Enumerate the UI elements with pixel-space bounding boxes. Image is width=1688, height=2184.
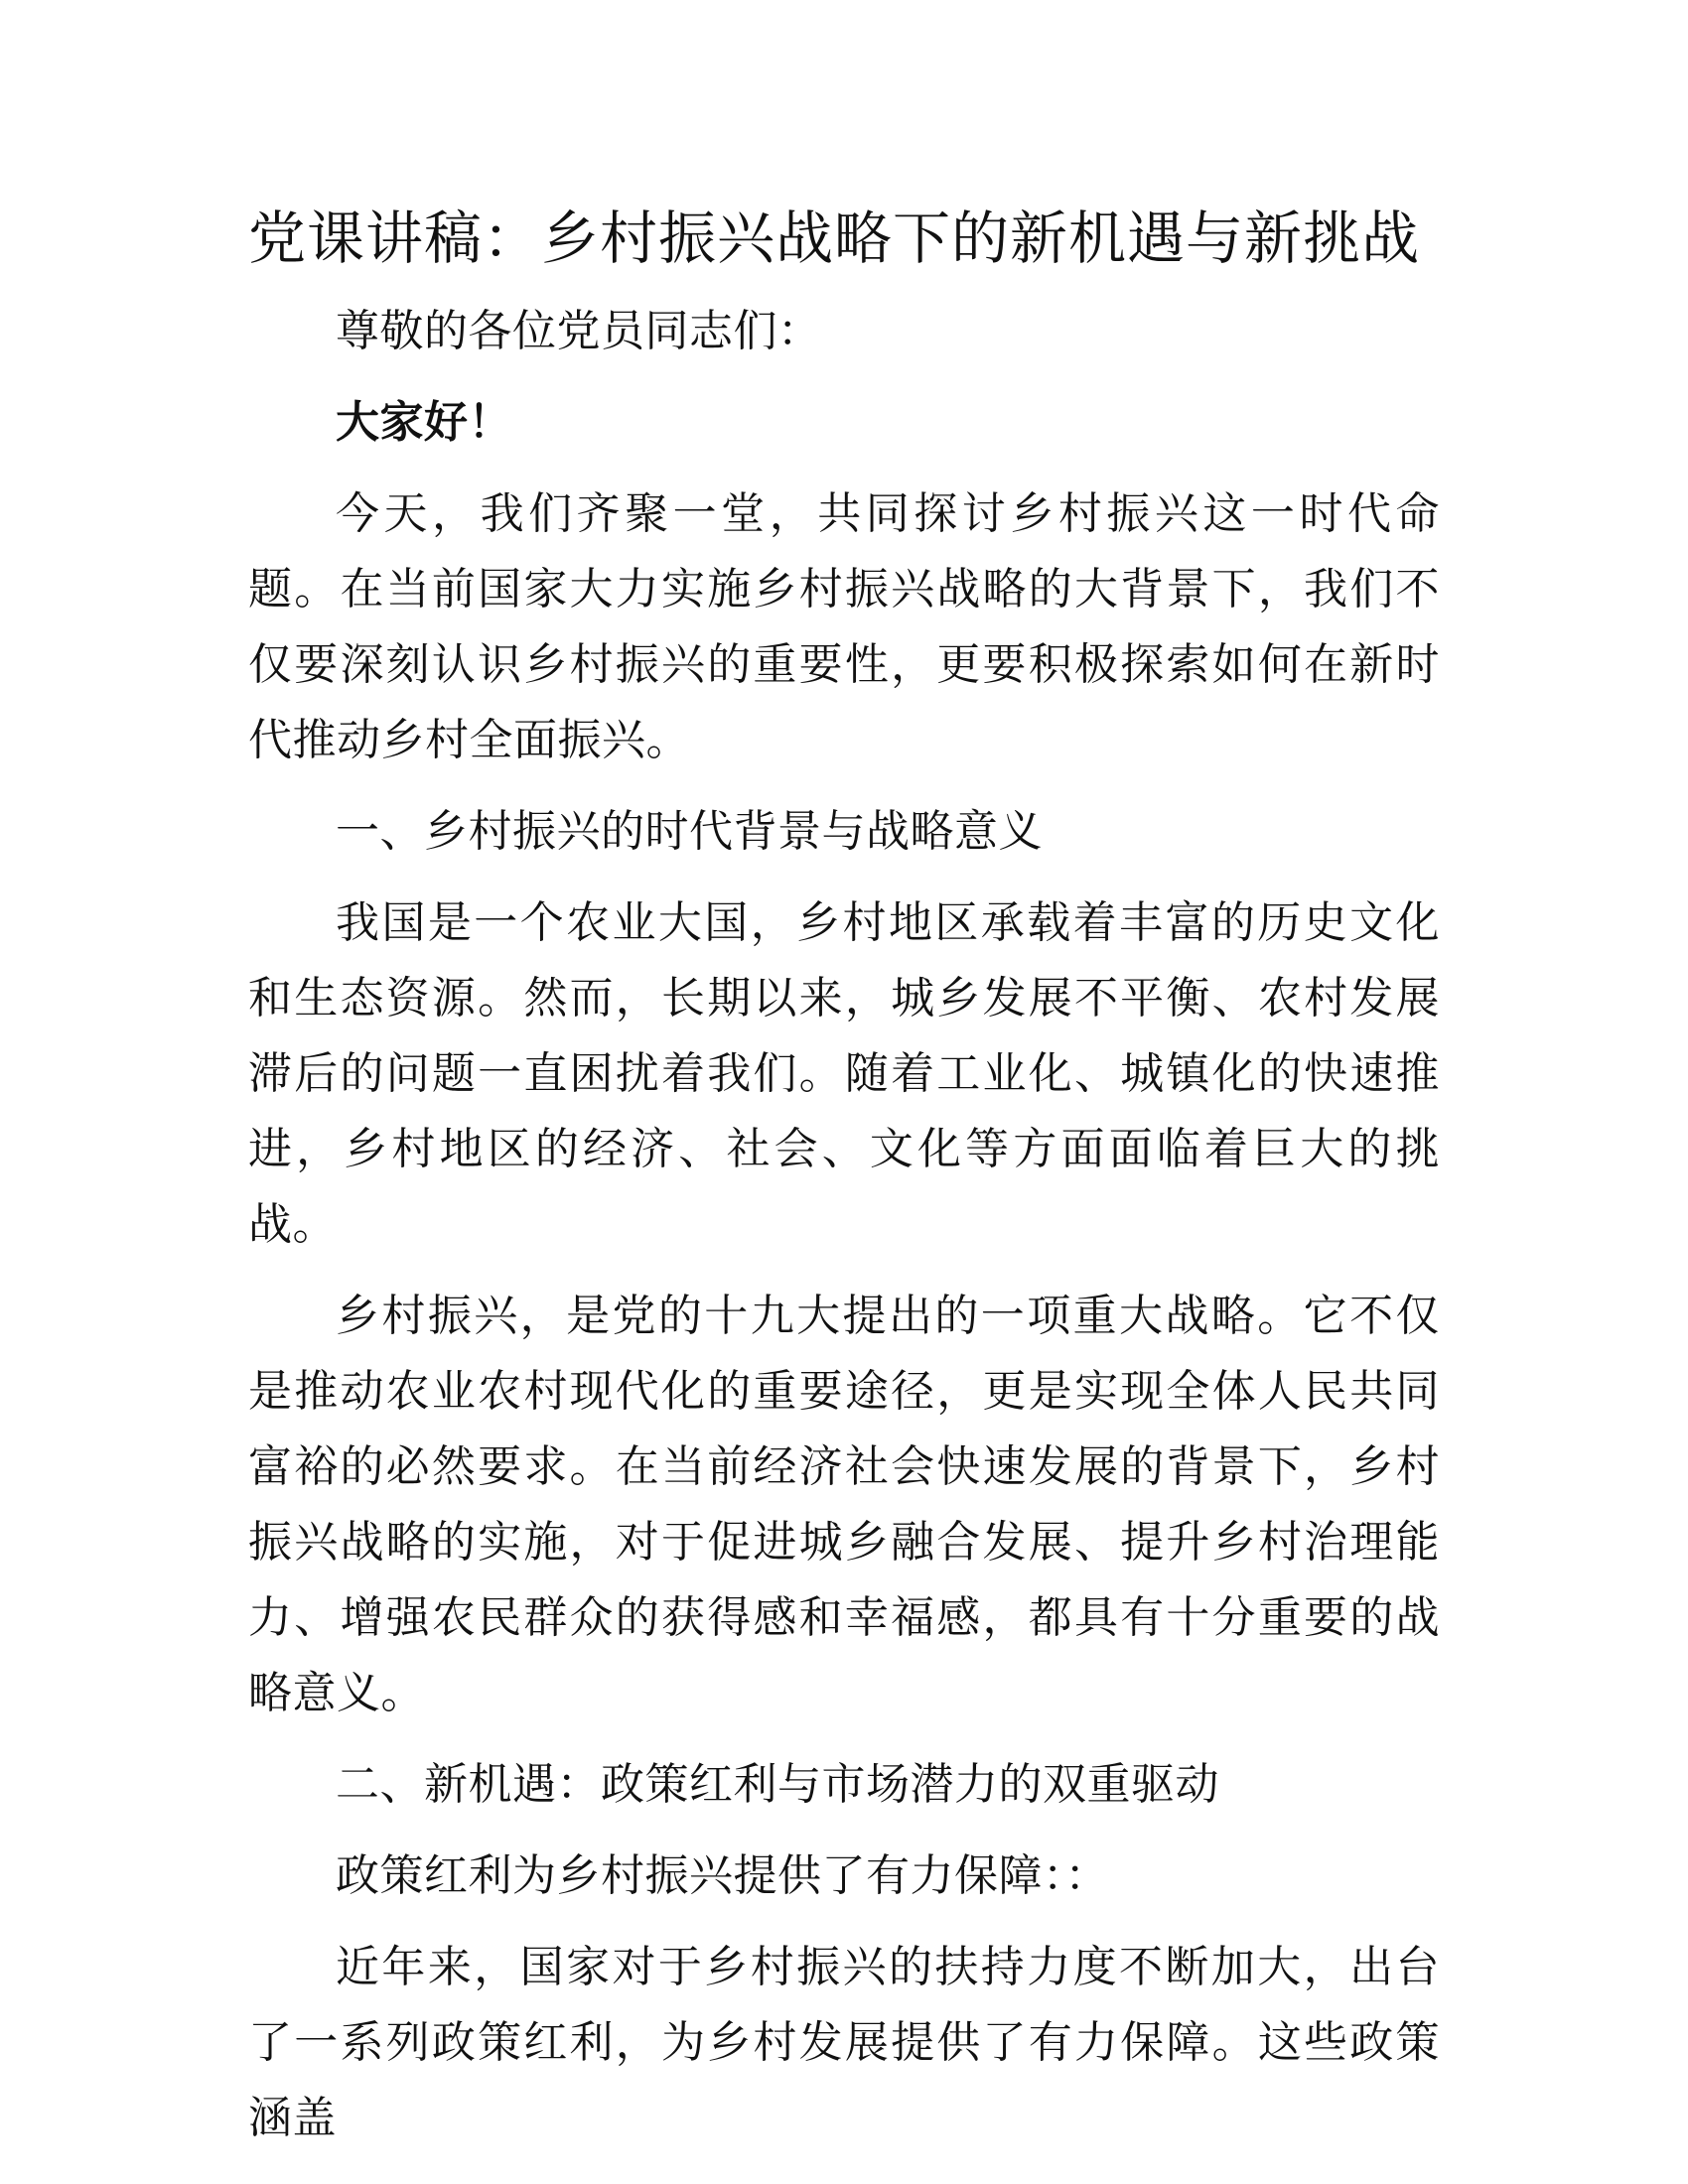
section-heading: 一、乡村振兴的时代背景与战略意义 [336,806,1043,857]
document-body [248,294,1440,2172]
body-paragraph: 近年来，国家对于乡村振兴的扶持力度不断加大，出台了一系列政策红利，为乡村发展提供了有力保障。这些政策涵盖 [248,1942,1440,2143]
body-paragraph: 乡村振兴，是党的十九大提出的一项重大战略。它不仅是推动农业农村现代化的重要途径，更是实现全体人民共同富裕的必然要求。在当前经济社会快速发展的背景下，乡村振兴战略的实施，对于促进城乡融合发展、提升乡村治理能力、增强农民群众的获得感和幸福感，都具有十分重要的战略意义。 [248,1291,1440,1718]
salutation: 尊敬的各位党员同志们： [336,306,822,356]
subsection-heading: 政策红利为乡村振兴提供了有力保障：： [336,1850,1109,1901]
document-title: 党课讲稿：乡村振兴战略下的新机遇与新挑战 [248,205,1421,272]
body-paragraph: 我国是一个农业大国，乡村地区承载着丰富的历史文化和生态资源。然而，长期以来，城乡发展不平衡、农村发展滞后的问题一直困扰着我们。随着工业化、城镇化的快速推进，乡村地区的经济、社会、文化等方面面临着巨大的挑战。 [248,897,1440,1250]
body-paragraph: 今天，我们齐聚一堂，共同探讨乡村振兴这一时代命题。在当前国家大力实施乡村振兴战略的大背景下，我们不仅要深刻认识乡村振兴的重要性，更要积极探索如何在新时代推动乡村全面振兴。 [248,488,1440,765]
section-heading: 二、新机遇：政策红利与市场潜力的双重驱动 [336,1759,1219,1810]
greeting: 大家好！ [336,397,512,448]
